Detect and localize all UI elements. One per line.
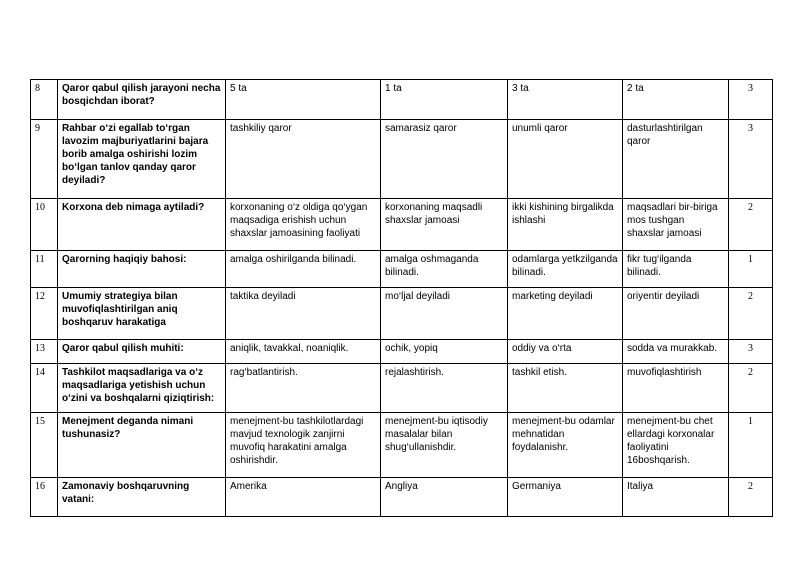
- option-a: taktika deyiladi: [226, 288, 381, 340]
- question-number: 11: [31, 251, 58, 288]
- answer-key: 2: [729, 364, 773, 413]
- option-c: ikki kishining birgalikda ishlashi: [508, 199, 623, 251]
- question-number: 16: [31, 478, 58, 517]
- option-b: Angliya: [381, 478, 508, 517]
- option-a: Amerika: [226, 478, 381, 517]
- question-number: 10: [31, 199, 58, 251]
- table-row: [31, 478, 773, 517]
- answer-key: 3: [729, 340, 773, 364]
- option-d: dasturlashtirilgan qaror: [623, 120, 729, 199]
- option-b: menejment-bu iqtisodiy masalalar bilan shug‘ullanishdir.: [381, 413, 508, 478]
- answer-key: 2: [729, 288, 773, 340]
- option-d: maqsadlari bir-biriga mos tushgan shaxslar jamoasi: [623, 199, 729, 251]
- table-row: [31, 251, 773, 288]
- option-c: unumli qaror: [508, 120, 623, 199]
- option-b: mo‘ljal deyiladi: [381, 288, 508, 340]
- option-d: menejment-bu chet ellardagi korxonalar faoliyatini 16boshqarish.: [623, 413, 729, 478]
- table-row: [31, 364, 773, 413]
- question-number: 9: [31, 120, 58, 199]
- option-c: 3 ta: [508, 80, 623, 120]
- answer-key: 3: [729, 80, 773, 120]
- question-number: 8: [31, 80, 58, 120]
- option-c: odamlarga yetkzilganda bilinadi.: [508, 251, 623, 288]
- table-row: [31, 413, 773, 478]
- question-number: 14: [31, 364, 58, 413]
- option-c: menejment-bu odamlar mehnatidan foydalanishr.: [508, 413, 623, 478]
- answer-key: 2: [729, 478, 773, 517]
- answer-key: 2: [729, 199, 773, 251]
- option-b: samarasiz qaror: [381, 120, 508, 199]
- option-d: fikr tug‘ilganda bilinadi.: [623, 251, 729, 288]
- option-c: marketing deyiladi: [508, 288, 623, 340]
- option-b: rejalashtirish.: [381, 364, 508, 413]
- option-b: ochik, yopiq: [381, 340, 508, 364]
- question-text: Zamonaviy boshqaruvning vatani:: [58, 478, 226, 517]
- option-b: 1 ta: [381, 80, 508, 120]
- answer-key: 1: [729, 413, 773, 478]
- question-text: Menejment deganda nimani tushunasiz?: [58, 413, 226, 478]
- option-d: 2 ta: [623, 80, 729, 120]
- option-c: Germaniya: [508, 478, 623, 517]
- option-a: amalga oshirilganda bilinadi.: [226, 251, 381, 288]
- option-b: amalga oshmaganda bilinadi.: [381, 251, 508, 288]
- option-d: muvofiqlashtirish: [623, 364, 729, 413]
- option-c: oddiy va o‘rta: [508, 340, 623, 364]
- table-row: [31, 340, 773, 364]
- option-a: rag‘batlantirish.: [226, 364, 381, 413]
- question-text: Umumiy strategiya bilan muvofiqlashtirilgan aniq boshqaruv harakatiga: [58, 288, 226, 340]
- answer-key: 1: [729, 251, 773, 288]
- option-a: tashkiliy qaror: [226, 120, 381, 199]
- quiz-table-body: [31, 80, 773, 517]
- question-number: 13: [31, 340, 58, 364]
- option-d: oriyentir deyiladi: [623, 288, 729, 340]
- table-row: [31, 120, 773, 199]
- question-text: Rahbar o‘zi egallab to‘rgan lavozim majburiyatlarini bajara borib amalga oshirishi lozim bo‘lgan tanlov qanday qaror deyiladi?: [58, 120, 226, 199]
- option-c: tashkil etish.: [508, 364, 623, 413]
- table-row: [31, 80, 773, 120]
- question-number: 15: [31, 413, 58, 478]
- quiz-table: [30, 79, 773, 517]
- question-text: Qarorning haqiqiy bahosi:: [58, 251, 226, 288]
- question-text: Tashkilot maqsadlariga va o‘z maqsadlariga yetishish uchun o‘zini va boshqalarni qiziqtirish:: [58, 364, 226, 413]
- option-d: Italiya: [623, 478, 729, 517]
- option-a: 5 ta: [226, 80, 381, 120]
- option-a: menejment-bu tashkilotlardagi mavjud texnologik zanjirni muvofiq harakatini amalga oshirishdir.: [226, 413, 381, 478]
- option-d: sodda va murakkab.: [623, 340, 729, 364]
- option-a: korxonaning o‘z oldiga qo‘ygan maqsadiga erishish uchun shaxslar jamoasining faoliyati: [226, 199, 381, 251]
- option-b: korxonaning maqsadli shaxslar jamoasi: [381, 199, 508, 251]
- table-row: [31, 288, 773, 340]
- answer-key: 3: [729, 120, 773, 199]
- question-number: 12: [31, 288, 58, 340]
- table-row: [31, 199, 773, 251]
- question-text: Qaror qabul qilish jarayoni necha bosqichdan iborat?: [58, 80, 226, 120]
- option-a: aniqlik, tavakkal, noaniqlik.: [226, 340, 381, 364]
- question-text: Qaror qabul qilish muhiti:: [58, 340, 226, 364]
- question-text: Korxona deb nimaga aytiladi?: [58, 199, 226, 251]
